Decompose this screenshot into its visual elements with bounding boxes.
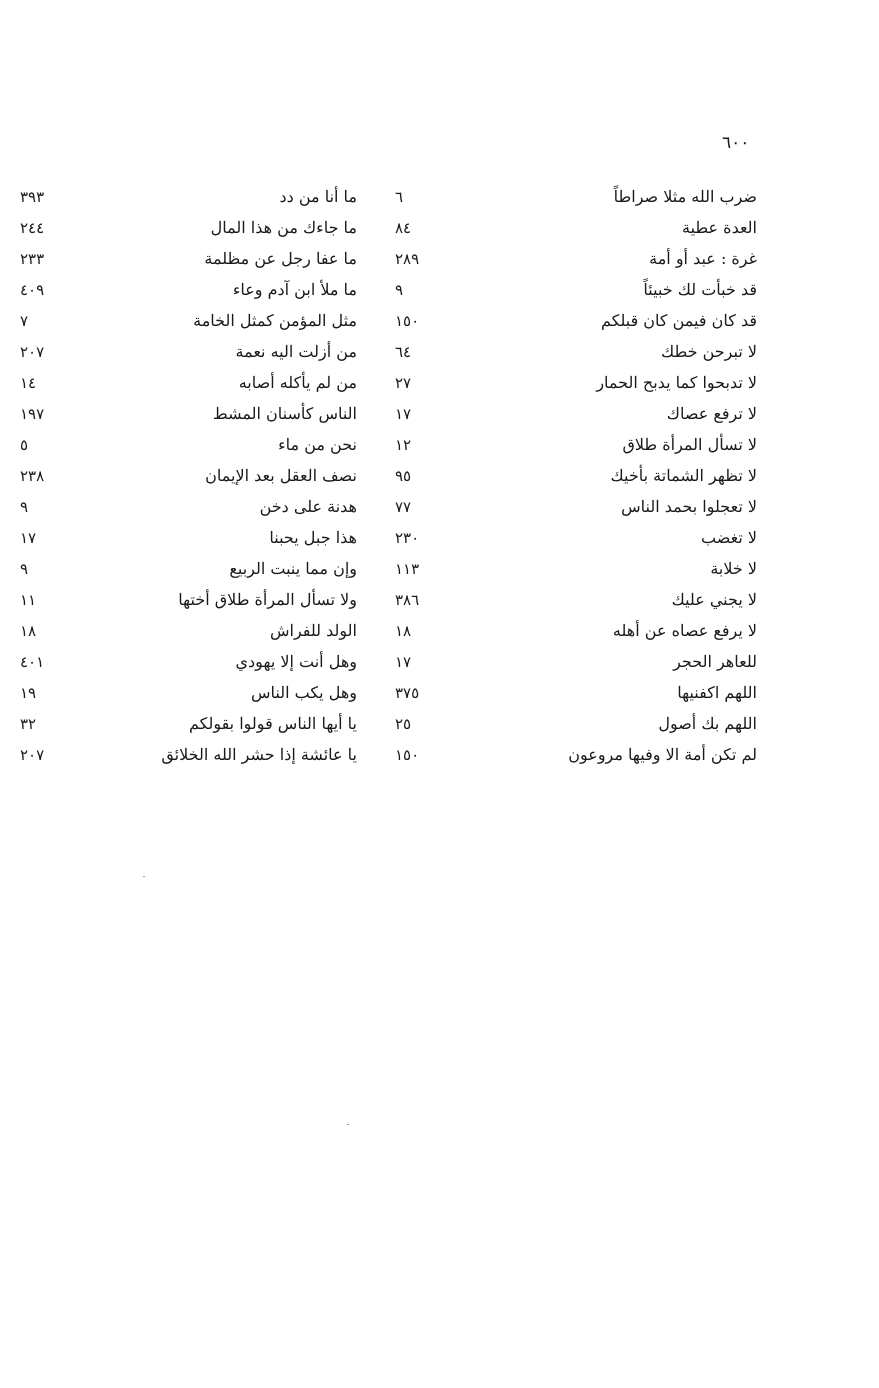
index-entry [20,553,357,584]
index-entry [395,243,757,274]
entry-phrase: وهل أنت إلا يهودي [235,652,357,671]
index-entry [20,398,357,429]
entry-page-ref: ١٩ [20,683,37,702]
entry-page-ref: ١١٣ [395,559,420,578]
entry-page-ref: ١٧ [395,404,412,423]
index-entry [395,584,757,615]
index-entry [395,522,757,553]
entry-phrase: ما عفا رجل عن مظلمة [204,249,357,268]
entry-page-ref: ١٧ [395,652,412,671]
index-entry [20,522,357,553]
entry-phrase: الناس كأسنان المشط [212,404,357,423]
entry-phrase: اللهم بك أصول [658,714,757,733]
entry-phrase: لا ترفع عصاك [666,404,757,423]
entry-phrase: اللهم اكفنيها [677,683,757,702]
entry-phrase: لا تغضب [701,528,757,547]
entry-page-ref: ١٤ [20,373,37,392]
entry-page-ref: ٢٤٤ [20,218,45,237]
index-entry [20,429,357,460]
entry-page-ref: ١٧ [20,528,37,547]
index-entry [20,460,357,491]
entry-page-ref: ٢٥ [395,714,412,733]
index-entry [20,491,357,522]
entry-phrase: لا تسأل المرأة طلاق [622,435,757,454]
index-entry [20,336,357,367]
index-entry [395,305,757,336]
entry-page-ref: ١٥٠ [395,745,420,764]
entry-phrase: الولد للفراش [269,621,357,640]
entry-page-ref: ٢٣٣ [20,249,45,268]
entry-page-ref: ٦٤ [395,342,412,361]
index-entry [395,708,757,739]
index-column-right [395,181,757,770]
index-entry [395,491,757,522]
entry-phrase: قد كان فيمن كان قبلكم [600,311,757,330]
entry-page-ref: ٢٣٨ [20,466,45,485]
entry-page-ref: ٧٧ [395,497,412,516]
entry-phrase: غرة : عبد أو أمة [649,249,757,268]
entry-phrase: ما جاءك من هذا المال [210,218,357,237]
entry-page-ref: ١٢ [395,435,412,454]
index-entry [20,615,357,646]
entry-phrase: لم تكن أمة الا وفيها مروعون [568,745,757,764]
entry-page-ref: ٦ [395,187,404,206]
entry-page-ref: ٤٠٩ [20,280,45,299]
entry-page-ref: ٢٣٠ [395,528,420,547]
index-entry [395,367,757,398]
entry-page-ref: ٢٧ [395,373,412,392]
index-entry [20,739,357,770]
entry-page-ref: ٩ [395,280,404,299]
entry-page-ref: ٣٧٥ [395,683,420,702]
entry-page-ref: ٤٠١ [20,652,45,671]
index-entry [395,615,757,646]
paper-speck [143,876,145,877]
index-entry [20,584,357,615]
index-entry [20,367,357,398]
index-entry [395,429,757,460]
entry-phrase: مثل المؤمن كمثل الخامة [193,311,357,330]
entry-phrase: وهل يكب الناس [250,683,357,702]
entry-phrase: لا يجني عليك [671,590,757,609]
index-entry [395,274,757,305]
index-entry [20,243,357,274]
entry-page-ref: ٩٥ [395,466,412,485]
entry-page-ref: ١٩٧ [20,404,45,423]
index-entry [395,677,757,708]
entry-phrase: للعاهر الحجر [673,652,757,671]
index-entry [20,212,357,243]
entry-phrase: نصف العقل بعد الإيمان [205,466,357,485]
entry-phrase: لا تدبحوا كما يدبح الحمار [596,373,757,392]
index-entry [20,305,357,336]
entry-page-ref: ٥ [20,435,29,454]
entry-page-ref: ١٥٠ [395,311,420,330]
entry-phrase: ما ملأ ابن آدم وعاء [232,280,357,299]
index-column-left [20,181,357,770]
entry-page-ref: ١٨ [20,621,37,640]
entry-page-ref: ٣٨٦ [395,590,420,609]
entry-phrase: وإن مما ينبت الربيع [229,559,357,578]
entry-phrase: يا عائشة إذا حشر الله الخلائق [161,745,357,764]
entry-phrase: من لم يأكله أصابه [238,373,357,392]
entry-phrase: لا تعجلوا بحمد الناس [621,497,757,516]
paper-speck [347,1124,349,1125]
entry-phrase: قد خبأت لك خبيئاً [643,280,757,299]
page-number: ٦٠٠ [722,133,750,153]
entry-page-ref: ١٨ [395,621,412,640]
entry-phrase: ما أنا من دد [279,187,357,206]
entry-page-ref: ١١ [20,590,37,609]
entry-phrase: ولا تسأل المرأة طلاق أختها [178,590,357,609]
entry-phrase: من أزلت اليه نعمة [235,342,357,361]
index-entry [20,274,357,305]
index-entry [395,460,757,491]
entry-phrase: العدة عطية [682,218,757,237]
index-entry [395,398,757,429]
index-entry [395,553,757,584]
entry-phrase: لا يرفع عصاه عن أهله [612,621,757,640]
index-entry [395,646,757,677]
index-entry [395,336,757,367]
entry-page-ref: ٢٨٩ [395,249,420,268]
entry-phrase: ضرب الله مثلا صراطاً [613,187,757,206]
entry-phrase: هدنة على دخن [259,497,357,516]
entry-page-ref: ٨٤ [395,218,412,237]
index-entry [395,212,757,243]
entry-phrase: لا تبرحن خطك [661,342,757,361]
entry-page-ref: ٣٩٣ [20,187,45,206]
index-entry [20,677,357,708]
entry-phrase: لا خلابة [710,559,757,578]
entry-page-ref: ٩ [20,559,29,578]
entry-page-ref: ٧ [20,311,29,330]
index-entry [20,646,357,677]
index-entry [20,708,357,739]
entry-phrase: هذا جبل يحبنا [269,528,357,547]
index-entry [395,739,757,770]
entry-page-ref: ٣٢ [20,714,37,733]
entry-page-ref: ٢٠٧ [20,342,45,361]
entry-phrase: يا أيها الناس قولوا بقولكم [188,714,357,733]
entry-phrase: نحن من ماء [278,435,357,454]
index-entry [395,181,757,212]
entry-page-ref: ٩ [20,497,29,516]
entry-phrase: لا تظهر الشماتة بأخيك [610,466,757,485]
index-entry [20,181,357,212]
entry-page-ref: ٢٠٧ [20,745,45,764]
